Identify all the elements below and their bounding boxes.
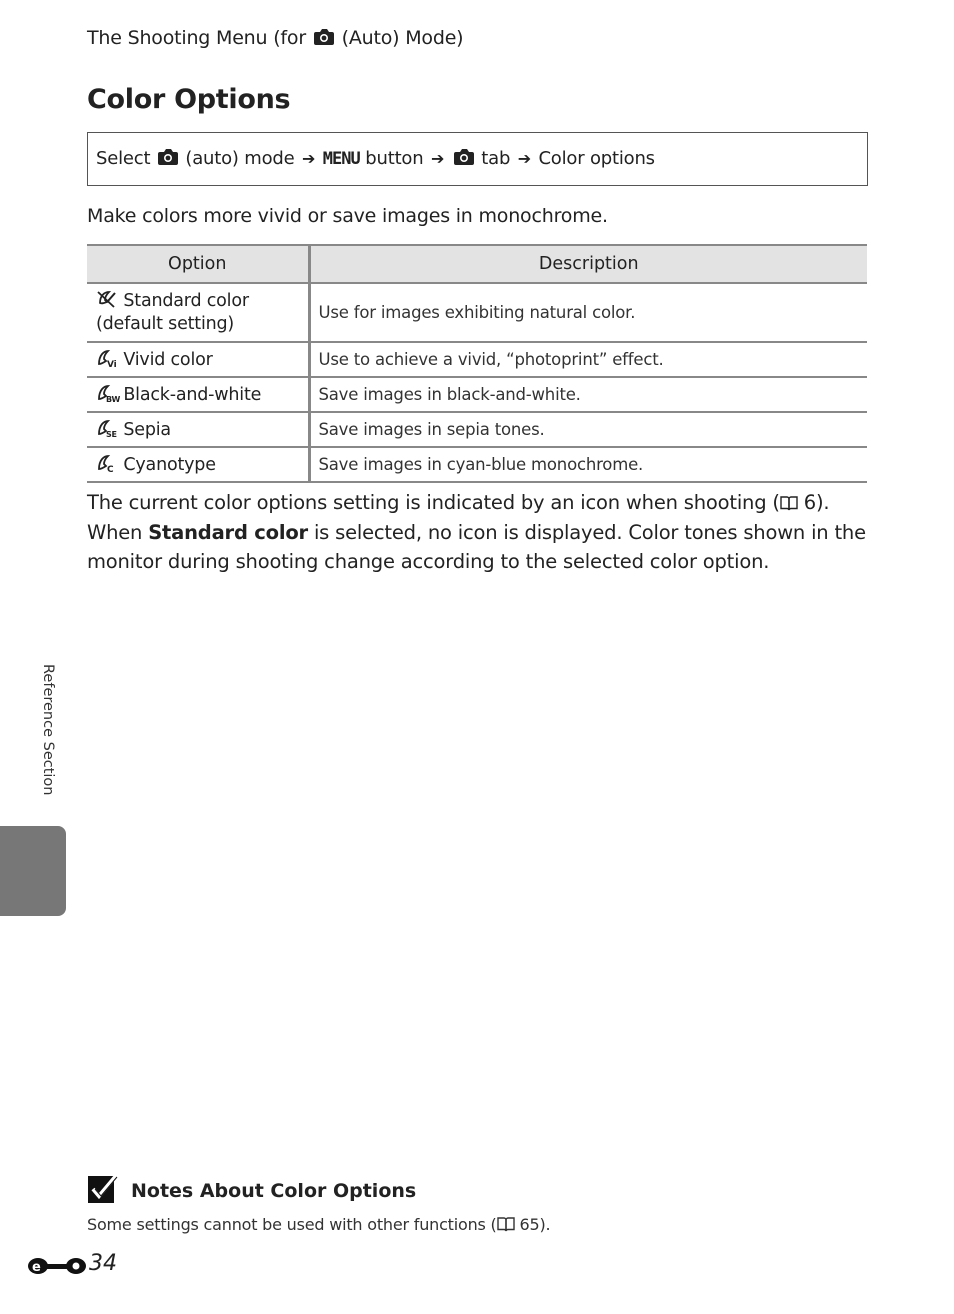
table-row [87, 342, 867, 377]
section-side-label: Reference Section [40, 664, 56, 796]
svg-text:BW: BW [106, 394, 121, 404]
section-tab [0, 826, 66, 916]
intro-text: Make colors more vivid or save images in monochrome. [87, 205, 608, 227]
svg-text:C: C [107, 464, 114, 475]
page-title: Color Options [87, 84, 291, 115]
sepia-icon [96, 418, 118, 438]
arrow-right-icon: ➔ [302, 149, 316, 168]
checkmark-note-icon [88, 1175, 118, 1205]
body-paragraph: The current color options setting is indicated by an icon when shooting ( 6). When Standard color is selected, no icon is displayed. Color tones shown in the monitor during shooting change according to the selected color option. [87, 491, 866, 573]
description-cell: Save images in black-and-white. [309, 377, 867, 412]
cyanotype-icon [96, 453, 118, 473]
table-row [87, 283, 867, 342]
description-cell: Save images in sepia tones. [309, 412, 867, 447]
svg-text:Vi: Vi [107, 359, 117, 370]
table-row [87, 412, 867, 447]
description-cell: Use to achieve a vivid, “photoprint” effect. [309, 342, 867, 377]
arrow-right-icon: ➔ [430, 149, 445, 168]
description-cell: Use for images exhibiting natural color. [309, 283, 867, 342]
svg-text:e: e [32, 1260, 41, 1275]
arrow-right-icon: ➔ [517, 149, 531, 168]
menu-path-box: Select (auto) mode ➔ MENU button ➔ tab ➔ Color options [87, 132, 868, 186]
running-head: The Shooting Menu (for (Auto) Mode) [87, 27, 464, 49]
column-header-option: Option [87, 245, 309, 283]
camera-icon [313, 28, 335, 46]
svg-text:SE: SE [106, 429, 117, 439]
option-cell: Vi Vivid color [87, 342, 309, 377]
table-row [87, 447, 867, 482]
camera-icon [157, 148, 179, 166]
note-text: Some settings cannot be used with other functions ( 65). [87, 1215, 551, 1234]
note-title: Notes About Color Options [131, 1180, 417, 1202]
color-options-table [87, 244, 867, 483]
column-header-description: Description [309, 245, 867, 283]
vivid-color-icon [96, 348, 118, 368]
camera-icon [453, 148, 475, 166]
option-cell: Standard color (default setting) [87, 283, 309, 342]
option-cell: BW Black-and-white [87, 377, 309, 412]
black-and-white-icon [96, 383, 121, 404]
menu-button-glyph: MENU [322, 149, 360, 169]
reference-section-icon [27, 1257, 87, 1275]
book-reference-icon [780, 495, 798, 511]
option-cell: SE Sepia [87, 412, 309, 447]
page-number-text: 34 [89, 1251, 117, 1276]
standard-color-icon [96, 289, 118, 309]
table-row [87, 377, 867, 412]
description-cell: Save images in cyan-blue monochrome. [309, 447, 867, 482]
option-cell: C Cyanotype [87, 447, 309, 482]
book-reference-icon [497, 1216, 515, 1232]
